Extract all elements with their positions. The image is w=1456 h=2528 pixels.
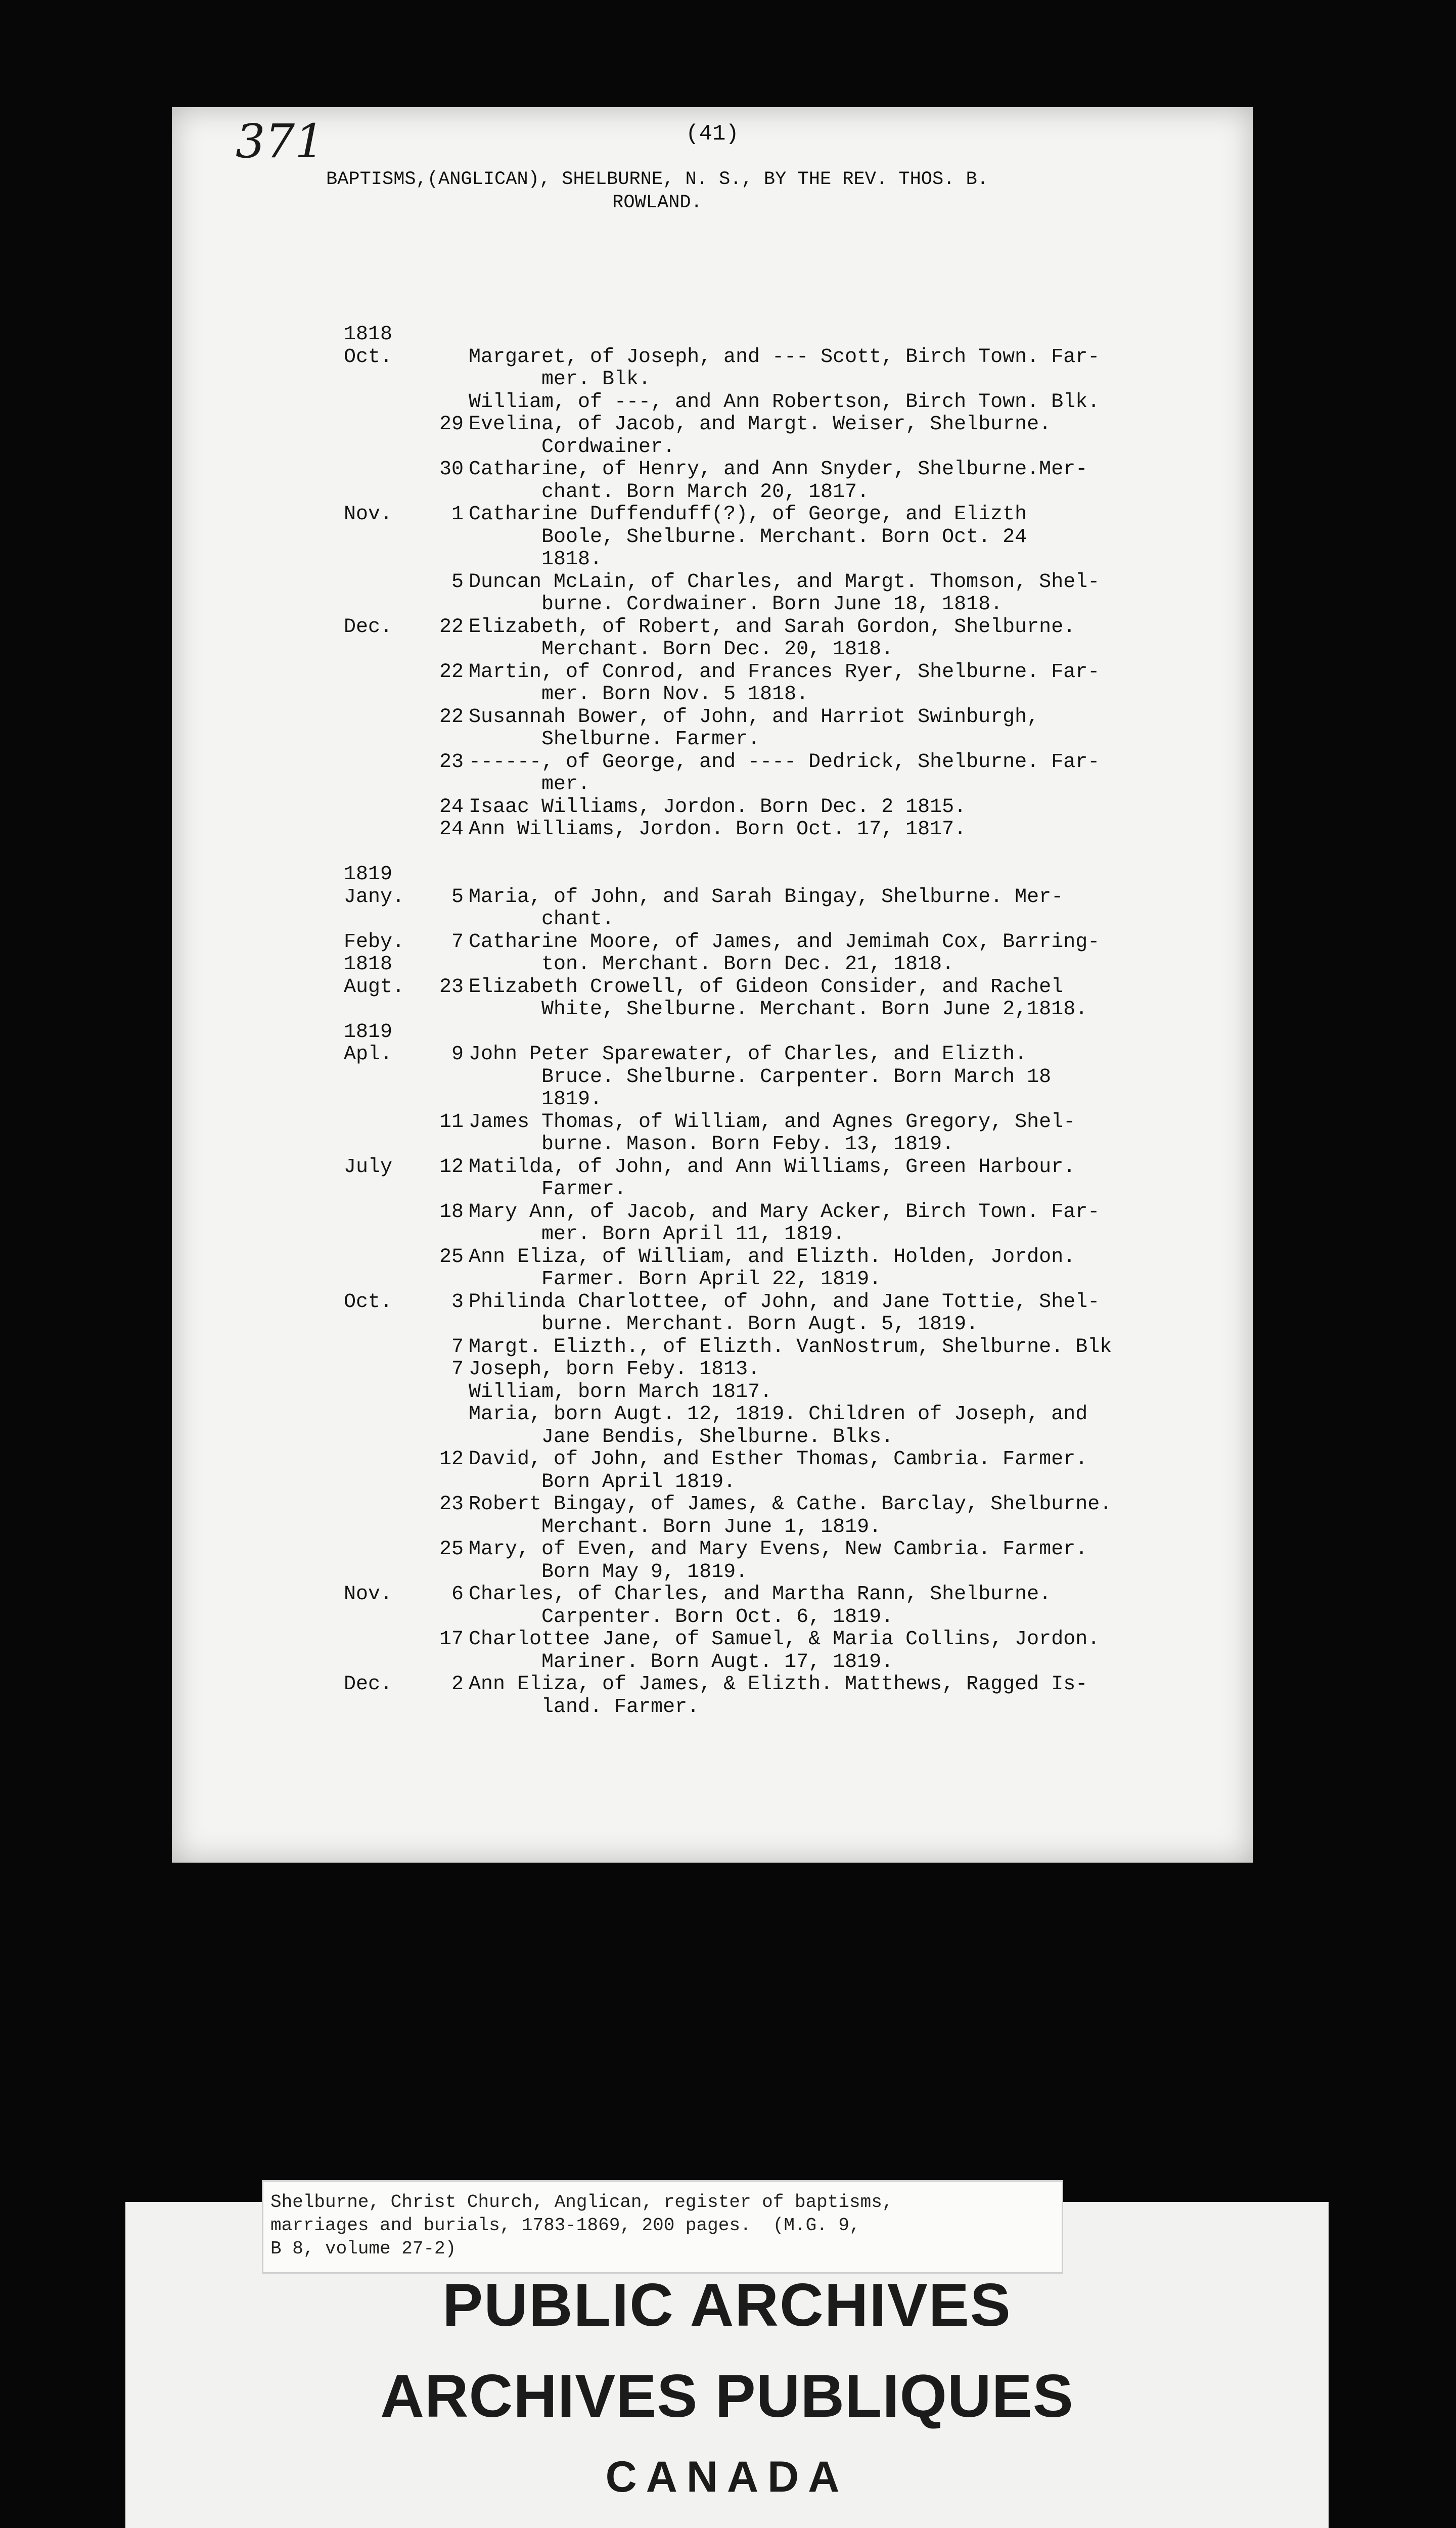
entry-date xyxy=(344,1179,469,1201)
entry-text: land. Farmer. xyxy=(469,1695,700,1719)
entry-line xyxy=(344,1269,1254,1291)
entry-line xyxy=(344,1404,1254,1426)
entry-date xyxy=(344,819,469,841)
entry-day: 7 xyxy=(451,1335,464,1359)
entry-text xyxy=(469,864,1254,886)
entry-day: 23 xyxy=(439,1493,464,1516)
entry-text: ------, of George, and ---- Dedrick, Shelburne. Far- xyxy=(469,750,1100,774)
entry-text: burne. Merchant. Born Augt. 5, 1819. xyxy=(469,1313,979,1336)
entry-date xyxy=(344,1066,469,1089)
entry-date xyxy=(344,999,469,1021)
entry-text: Susannah Bower, of John, and Harriot Swinburgh, xyxy=(469,705,1039,729)
entry-day: 7 xyxy=(451,1358,464,1381)
entry-day: 3 xyxy=(451,1290,464,1314)
entry-text: Maria, born Augt. 12, 1819. Children of Joseph, and xyxy=(469,1403,1088,1426)
entry-date xyxy=(344,706,469,729)
page-number: (41) xyxy=(686,121,739,147)
entry-date xyxy=(344,414,469,436)
entry-month: Dec. xyxy=(344,1673,393,1696)
entry-text: Isaac Williams, Jordon. Born Dec. 2 1815. xyxy=(469,795,967,819)
entry-line xyxy=(344,931,1254,954)
entry-text: Farmer. xyxy=(469,1178,627,1201)
entry-text: Carpenter. Born Oct. 6, 1819. xyxy=(469,1605,894,1629)
entry-date xyxy=(344,1246,469,1269)
entry-text: Elizabeth Crowell, of Gideon Consider, and Rachel xyxy=(469,975,1064,999)
entry-line xyxy=(344,504,1254,526)
entry-date xyxy=(344,1606,469,1629)
entry-date xyxy=(344,1156,469,1179)
entry-text: ton. Merchant. Born Dec. 21, 1818. xyxy=(469,953,954,976)
entry-date xyxy=(344,594,469,616)
entry-date xyxy=(344,1381,469,1404)
entry-text: Evelina, of Jacob, and Margt. Weiser, Shelburne. xyxy=(469,413,1052,436)
entry-text: Cordwainer. xyxy=(469,435,675,459)
entry-date xyxy=(344,1471,469,1494)
entry-line xyxy=(344,459,1254,481)
entry-date xyxy=(344,1494,469,1516)
entry-line xyxy=(344,1044,1254,1066)
entry-date xyxy=(344,369,469,391)
entry-month: July xyxy=(344,1155,393,1179)
entry-text: John Peter Sparewater, of Charles, and Elizth. xyxy=(469,1043,1027,1066)
entry-day: 29 xyxy=(439,413,464,436)
archives-country: CANADA xyxy=(605,2453,849,2501)
entry-line xyxy=(344,639,1254,661)
entry-line xyxy=(344,526,1254,549)
entry-day: 7 xyxy=(451,930,464,954)
entry-day: 25 xyxy=(439,1538,464,1561)
entry-text: Ann Eliza, of James, & Elizth. Matthews, Ragged Is- xyxy=(469,1673,1088,1696)
entry-date xyxy=(344,661,469,684)
entry-text: William, born March 1817. xyxy=(469,1380,772,1404)
entry-date xyxy=(344,1224,469,1246)
entry-text: 1818. xyxy=(469,548,603,571)
entry-date xyxy=(344,976,469,999)
entry-line xyxy=(344,1089,1254,1111)
entry-text: Ann Eliza, of William, and Elizth. Holden, Jordon. xyxy=(469,1245,1076,1269)
entry-text: Mary, of Even, and Mary Evens, New Cambria. Farmer. xyxy=(469,1538,1088,1561)
entry-day: 9 xyxy=(451,1043,464,1066)
baptism-entries xyxy=(344,324,1254,1719)
entry-line xyxy=(344,1156,1254,1179)
entry-text: Joseph, born Feby. 1813. xyxy=(469,1358,760,1381)
entry-date xyxy=(344,684,469,706)
entry-line xyxy=(344,414,1254,436)
entry-day: 12 xyxy=(439,1155,464,1179)
entry-month: Oct. xyxy=(344,1290,393,1314)
entry-text: Catharine, of Henry, and Ann Snyder, Shelburne.Mer- xyxy=(469,458,1088,481)
entry-line xyxy=(344,909,1254,931)
entry-line xyxy=(344,1651,1254,1674)
archives-title-fr: ARCHIVES PUBLIQUES xyxy=(380,2362,1074,2430)
entry-date xyxy=(344,1021,469,1044)
entry-day: 24 xyxy=(439,795,464,819)
entry-text: Born May 9, 1819. xyxy=(469,1560,748,1584)
entry-date xyxy=(344,481,469,504)
entry-line xyxy=(344,864,1254,886)
entry-text: Charlottee Jane, of Samuel, & Maria Collins, Jordon. xyxy=(469,1628,1100,1651)
entry-text: chant. xyxy=(469,908,615,931)
entry-date xyxy=(344,796,469,819)
entry-line xyxy=(344,751,1254,774)
entry-text: Charles, of Charles, and Martha Rann, Shelburne. xyxy=(469,1583,1052,1606)
entry-day: 22 xyxy=(439,660,464,684)
entry-text: White, Shelburne. Merchant. Born June 2,1818. xyxy=(469,998,1088,1021)
entry-date xyxy=(344,1516,469,1539)
entry-text: 1819. xyxy=(469,1088,603,1111)
entry-day: 25 xyxy=(439,1245,464,1269)
entry-month: Oct. xyxy=(344,345,393,369)
entry-line xyxy=(344,1314,1254,1336)
entry-text: William, of ---, and Ann Robertson, Birch Town. Blk. xyxy=(469,390,1100,414)
entry-text: Catharine Duffenduff(?), of George, and Elizth xyxy=(469,503,1027,526)
entry-date xyxy=(344,774,469,796)
entry-date xyxy=(344,931,469,954)
entry-date xyxy=(344,1561,469,1584)
entry-line xyxy=(344,954,1254,976)
entry-date xyxy=(344,886,469,909)
entry-line xyxy=(344,1696,1254,1719)
entry-month: 1819 xyxy=(344,1020,393,1044)
page-heading: BAPTISMS,(ANGLICAN), SHELBURNE, N. S., BY THE REV. THOS. B. ROWLAND. xyxy=(326,169,988,213)
entry-text xyxy=(469,324,1254,346)
entry-text: Jane Bendis, Shelburne. Blks. xyxy=(469,1425,894,1449)
entry-day: 23 xyxy=(439,750,464,774)
entry-text: Martin, of Conrod, and Frances Ryer, Shelburne. Far- xyxy=(469,660,1100,684)
entry-line xyxy=(344,1066,1254,1089)
entry-line xyxy=(344,796,1254,819)
archives-title-en: PUBLIC ARCHIVES xyxy=(442,2271,1012,2339)
entry-date xyxy=(344,1584,469,1606)
entry-text: chant. Born March 20, 1817. xyxy=(469,480,870,504)
entry-day: 23 xyxy=(439,975,464,999)
entry-line xyxy=(344,1291,1254,1314)
entry-text: mer. xyxy=(469,773,590,796)
entry-line xyxy=(344,1471,1254,1494)
entry-line xyxy=(344,1359,1254,1381)
entry-month: Feby. xyxy=(344,930,405,954)
entry-date xyxy=(344,459,469,481)
entry-text: Ann Williams, Jordon. Born Oct. 17, 1817. xyxy=(469,818,967,841)
catalogue-slip: Shelburne, Christ Church, Anglican, register of baptisms, marriages and burials, 1783-1869, 200 pages. (M.G. 9, B 8, volume 27-2) xyxy=(262,2180,1063,2274)
entry-line xyxy=(344,1111,1254,1134)
entry-line xyxy=(344,1606,1254,1629)
entry-text: Boole, Shelburne. Merchant. Born Oct. 24 xyxy=(469,525,1027,549)
entry-text: Robert Bingay, of James, & Cathe. Barclay, Shelburne. xyxy=(469,1493,1112,1516)
entry-date xyxy=(344,616,469,639)
entry-day: 22 xyxy=(439,705,464,729)
entry-month: Augt. xyxy=(344,975,405,999)
entry-line xyxy=(344,571,1254,594)
entry-text: Mary Ann, of Jacob, and Mary Acker, Birch Town. Far- xyxy=(469,1200,1100,1224)
entry-date xyxy=(344,549,469,571)
entry-text: Margaret, of Joseph, and --- Scott, Birch Town. Far- xyxy=(469,345,1100,369)
entry-text: mer. Blk. xyxy=(469,368,651,391)
entry-month: 1819 xyxy=(344,863,393,886)
entry-line xyxy=(344,819,1254,841)
entry-date xyxy=(344,1359,469,1381)
entry-text: Born April 1819. xyxy=(469,1470,736,1494)
entry-line xyxy=(344,1584,1254,1606)
entry-text: Philinda Charlottee, of John, and Jane Tottie, Shel- xyxy=(469,1290,1100,1314)
entry-date xyxy=(344,1449,469,1471)
entry-date xyxy=(344,1426,469,1449)
entry-date xyxy=(344,1539,469,1561)
entry-line xyxy=(344,1516,1254,1539)
entry-date xyxy=(344,751,469,774)
entry-line xyxy=(344,436,1254,459)
entry-text: Merchant. Born June 1, 1819. xyxy=(469,1515,882,1539)
entry-line xyxy=(344,1426,1254,1449)
entry-date xyxy=(344,864,469,886)
entry-date xyxy=(344,954,469,976)
entry-line xyxy=(344,1494,1254,1516)
entry-date xyxy=(344,1404,469,1426)
handwritten-folio-number: 371 xyxy=(236,114,325,168)
entry-line xyxy=(344,999,1254,1021)
entry-text: David, of John, and Esther Thomas, Cambria. Farmer. xyxy=(469,1448,1088,1471)
entry-date xyxy=(344,1269,469,1291)
entry-date xyxy=(344,1651,469,1674)
entry-date xyxy=(344,391,469,414)
entry-text: Matilda, of John, and Ann Williams, Green Harbour. xyxy=(469,1155,1076,1179)
entry-line xyxy=(344,886,1254,909)
entry-text: Elizabeth, of Robert, and Sarah Gordon, Shelburne. xyxy=(469,615,1076,639)
entry-line xyxy=(344,391,1254,414)
entry-text: Maria, of John, and Sarah Bingay, Shelburne. Mer- xyxy=(469,885,1064,909)
entry-day: 11 xyxy=(439,1110,464,1134)
entry-date xyxy=(344,1201,469,1224)
entry-date xyxy=(344,504,469,526)
entry-month: 1818 xyxy=(344,323,393,346)
entry-date xyxy=(344,571,469,594)
entry-text: Duncan McLain, of Charles, and Margt. Thomson, Shel- xyxy=(469,570,1100,594)
entry-line xyxy=(344,976,1254,999)
entry-line xyxy=(344,1134,1254,1156)
entry-day: 5 xyxy=(451,570,464,594)
entry-date xyxy=(344,1111,469,1134)
entry-day: 22 xyxy=(439,615,464,639)
entry-line xyxy=(344,346,1254,369)
entry-line xyxy=(344,1629,1254,1651)
entry-line xyxy=(344,1674,1254,1696)
entry-day: 17 xyxy=(439,1628,464,1651)
entry-date xyxy=(344,1314,469,1336)
entry-text: Bruce. Shelburne. Carpenter. Born March 18 xyxy=(469,1065,1052,1089)
entry-line xyxy=(344,549,1254,571)
entry-line xyxy=(344,1179,1254,1201)
entry-month: Jany. xyxy=(344,885,405,909)
entry-text: burne. Mason. Born Feby. 13, 1819. xyxy=(469,1133,954,1156)
entry-text: Margt. Elizth., of Elizth. VanNostrum, Shelburne. Blk xyxy=(469,1335,1112,1359)
entry-line xyxy=(344,594,1254,616)
entry-date xyxy=(344,909,469,931)
entry-date xyxy=(344,729,469,751)
entry-line xyxy=(344,1449,1254,1471)
entry-month: Nov. xyxy=(344,503,393,526)
entry-day: 1 xyxy=(451,503,464,526)
entry-line xyxy=(344,616,1254,639)
entry-line xyxy=(344,1561,1254,1584)
entry-text xyxy=(469,1021,1254,1044)
entry-date xyxy=(344,324,469,346)
entry-day: 24 xyxy=(439,818,464,841)
entry-day: 2 xyxy=(451,1673,464,1696)
entry-date xyxy=(344,1336,469,1359)
entry-date xyxy=(344,639,469,661)
entry-day: 5 xyxy=(451,885,464,909)
entry-line xyxy=(344,1336,1254,1359)
entry-date xyxy=(344,526,469,549)
entry-line xyxy=(344,1224,1254,1246)
entry-text: Merchant. Born Dec. 20, 1818. xyxy=(469,638,894,661)
entry-date xyxy=(344,1674,469,1696)
entry-text: Farmer. Born April 22, 1819. xyxy=(469,1268,882,1291)
entry-line xyxy=(344,324,1254,346)
entry-date xyxy=(344,841,469,864)
entry-line xyxy=(344,706,1254,729)
entry-month: Nov. xyxy=(344,1583,393,1606)
entry-line xyxy=(344,661,1254,684)
entry-line xyxy=(344,1201,1254,1224)
entry-day: 30 xyxy=(439,458,464,481)
entry-line xyxy=(344,1381,1254,1404)
entry-date xyxy=(344,1089,469,1111)
entry-text: Mariner. Born Augt. 17, 1819. xyxy=(469,1650,894,1674)
entry-date xyxy=(344,1291,469,1314)
entry-date xyxy=(344,1629,469,1651)
entry-text: mer. Born Nov. 5 1818. xyxy=(469,683,809,706)
entry-line xyxy=(344,369,1254,391)
entry-line xyxy=(344,1021,1254,1044)
entry-line xyxy=(344,1246,1254,1269)
entry-line xyxy=(344,684,1254,706)
entry-month: 1818 xyxy=(344,953,393,976)
entry-line xyxy=(344,1539,1254,1561)
entry-line xyxy=(344,481,1254,504)
entry-line xyxy=(344,774,1254,796)
entry-text: James Thomas, of William, and Agnes Gregory, Shel- xyxy=(469,1110,1076,1134)
entry-day: 18 xyxy=(439,1200,464,1224)
entry-date xyxy=(344,1134,469,1156)
entry-month: Dec. xyxy=(344,615,393,639)
entry-line xyxy=(344,841,1254,864)
entry-text: mer. Born April 11, 1819. xyxy=(469,1223,845,1246)
entry-date xyxy=(344,1044,469,1066)
entry-day: 12 xyxy=(439,1448,464,1471)
entry-date xyxy=(344,346,469,369)
entry-date xyxy=(344,1696,469,1719)
entry-month: Apl. xyxy=(344,1043,393,1066)
entry-text: Catharine Moore, of James, and Jemimah Cox, Barring- xyxy=(469,930,1100,954)
entry-date xyxy=(344,436,469,459)
entry-line xyxy=(344,729,1254,751)
entry-day: 6 xyxy=(451,1583,464,1606)
entry-text: burne. Cordwainer. Born June 18, 1818. xyxy=(469,593,1003,616)
register-page xyxy=(172,107,1253,1863)
entry-text xyxy=(469,841,1254,864)
entry-text: Shelburne. Farmer. xyxy=(469,728,760,751)
